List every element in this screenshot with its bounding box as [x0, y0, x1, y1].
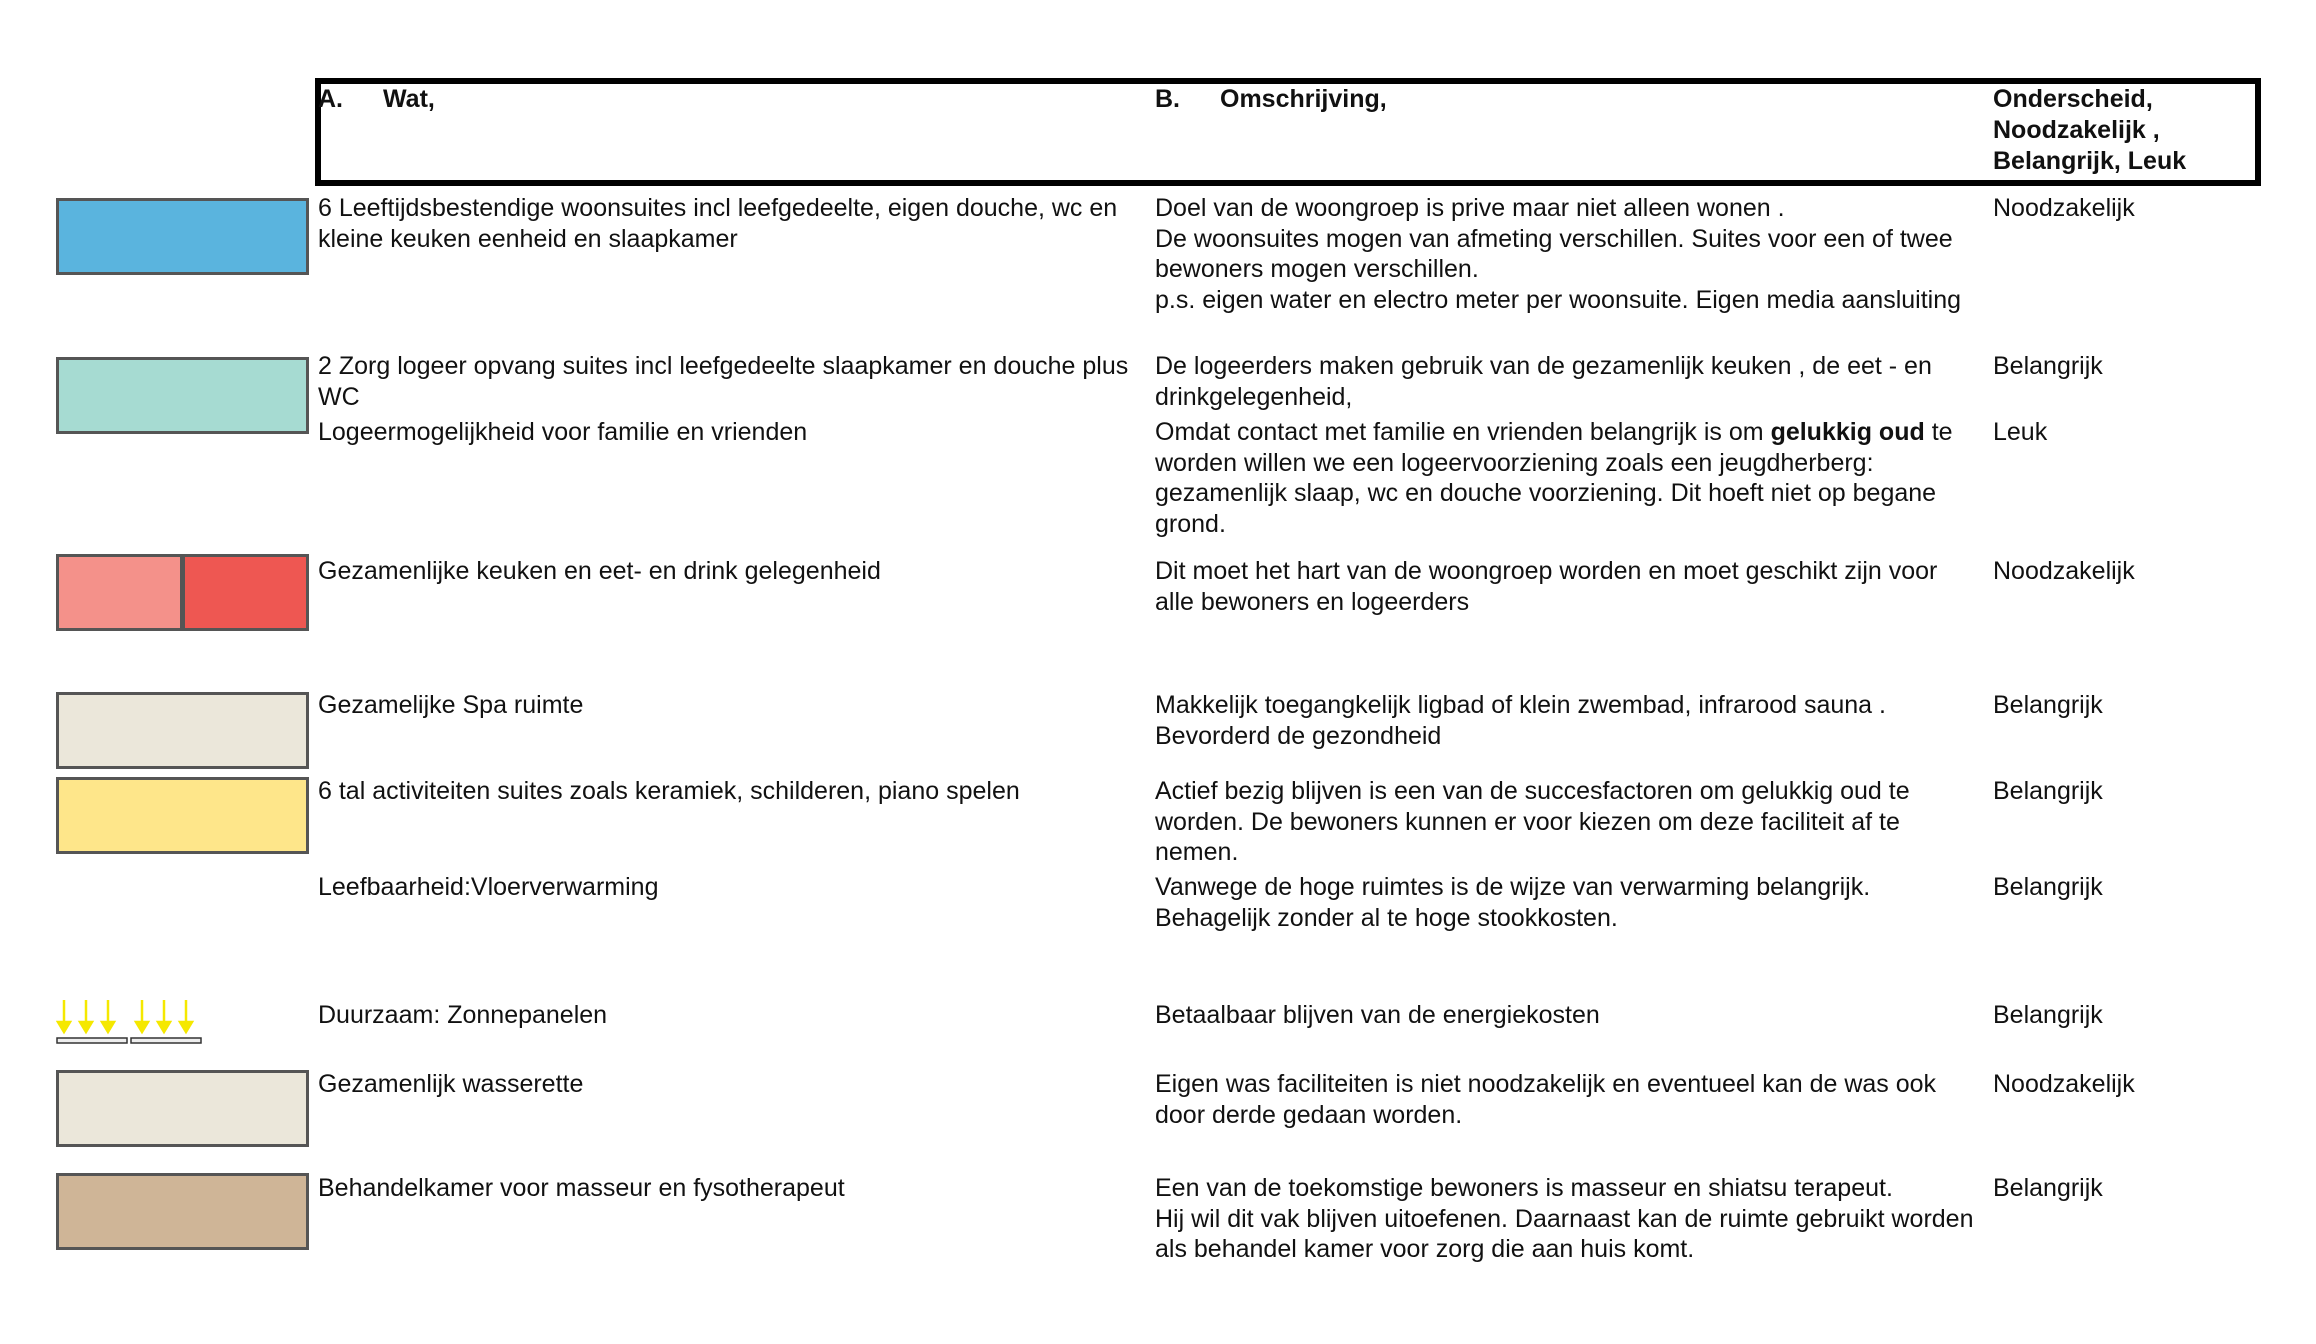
legend-swatch-behandelkamer — [56, 1173, 309, 1250]
col-b-title: Omschrijving, — [1220, 85, 1387, 113]
row-wat: Leefbaarheid:Vloerverwarming — [318, 873, 659, 901]
row-wat: 2 Zorg logeer opvang suites incl leefgedeelte slaapkamer en douche plus WC — [318, 352, 1129, 411]
row-onderscheid: Noodzakelijk — [1993, 194, 2135, 222]
row-wat: Gezamenlijke keuken en eet- en drink gelegenheid — [318, 557, 881, 585]
col-a-letter: A. — [318, 85, 343, 113]
row-omschrijving: Makkelijk toegangkelijk ligbad of klein zwembad, infrarood sauna . Bevorderd de gezondheid — [1155, 691, 1886, 750]
row-wat: Behandelkamer voor masseur en fysotherapeut — [318, 1174, 845, 1202]
row-wat: Gezamenlijk wasserette — [318, 1070, 584, 1098]
col-c-title: Onderscheid, Noodzakelijk , Belangrijk, Leuk — [1993, 85, 2187, 175]
legend-swatch-keuken-dark — [182, 554, 309, 631]
row-wat: Duurzaam: Zonnepanelen — [318, 1001, 608, 1029]
row-onderscheid: Belangrijk — [1993, 1174, 2103, 1202]
row-onderscheid: Belangrijk — [1993, 873, 2103, 901]
row-onderscheid: Belangrijk — [1993, 691, 2103, 719]
row-omschrijving: Vanwege de hoge ruimtes is de wijze van verwarming belangrijk. Behagelijk zonder al te hoge stookkosten. — [1155, 873, 1871, 932]
row-omschrijving: Doel van de woongroep is prive maar niet alleen wonen . De woonsuites mogen van afmeting verschillen. Suites voor een of twee bewoners mogen verschillen. p.s. eigen water en electro meter per woonsuite. Eigen media aansluiting — [1155, 194, 1962, 314]
row-omschrijving: Eigen was faciliteiten is niet noodzakelijk en eventueel kan de was ook door derde gedaan worden. — [1155, 1070, 1937, 1129]
legend-swatch-zorg-logeer — [56, 357, 309, 434]
row-omschrijving: Een van de toekomstige bewoners is masseur en shiatsu terapeut. Hij wil dit vak blijven uitoefenen. Daarnaast kan de ruimte gebruikt worden als behandel kamer voor zorg die aan huis komt. — [1155, 1174, 1974, 1263]
row-onderscheid: Noodzakelijk — [1993, 1070, 2135, 1098]
legend-swatch-activiteiten — [56, 777, 309, 854]
row-onderscheid: Belangrijk — [1993, 352, 2103, 380]
row-wat: Logeermogelijkheid voor familie en vrienden — [318, 418, 808, 446]
row-wat: 6 Leeftijdsbestendige woonsuites incl leefgedeelte, eigen douche, wc en kleine keuken eenheid en slaapkamer — [318, 194, 1118, 253]
row-omschrijving: Betaalbaar blijven van de energiekosten — [1155, 1001, 1600, 1029]
legend-swatch-spa — [56, 692, 309, 769]
legend-swatch-keuken-light — [56, 554, 183, 631]
row-wat: Gezamelijke Spa ruimte — [318, 691, 584, 719]
row-omschrijving: Actief bezig blijven is een van de succesfactoren om gelukkig oud te worden. De bewoners kunnen er voor kiezen om deze faciliteit af te nemen. — [1155, 777, 1910, 866]
row-omschrijving: Omdat contact met familie en vrienden belangrijk is om gelukkig oud te worden willen we een logeervoorziening zoals een jeugdherberg: gezamenlijk slaap, wc en douche voorziening. Dit hoeft niet op begane grond. — [1155, 418, 1953, 538]
row-omschrijving: Dit moet het hart van de woongroep worden en moet geschikt zijn voor alle bewoners en logeerders — [1155, 557, 1938, 616]
legend-swatch-wasserette — [56, 1070, 309, 1147]
col-b-letter: B. — [1155, 85, 1180, 113]
legend-swatch-woonsuites — [56, 198, 309, 275]
row-onderscheid: Belangrijk — [1993, 777, 2103, 805]
row-onderscheid: Belangrijk — [1993, 1001, 2103, 1029]
row-wat: 6 tal activiteiten suites zoals keramiek, schilderen, piano spelen — [318, 777, 1020, 805]
row-onderscheid: Noodzakelijk — [1993, 557, 2135, 585]
row-onderscheid: Leuk — [1993, 418, 2048, 446]
col-a-title: Wat, — [383, 85, 435, 113]
row-omschrijving: De logeerders maken gebruik van de gezamenlijk keuken , de eet - en drinkgelegenheid, — [1155, 352, 1932, 411]
solar-panel-arrows-icon — [56, 998, 206, 1048]
